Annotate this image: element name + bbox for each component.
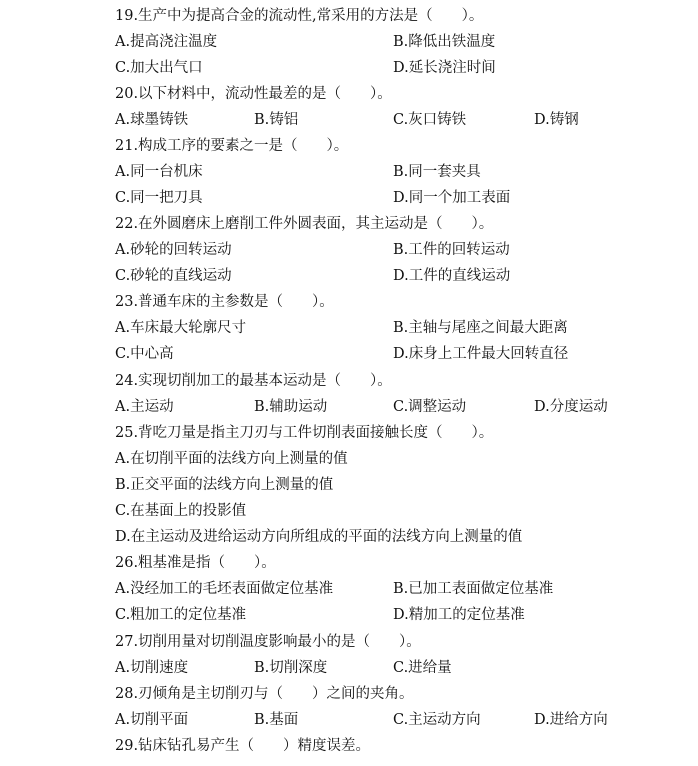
question-text: 27.切削用量对切削温度影响最小的是（ ）。 xyxy=(115,634,421,650)
option-d: D.工件的直线运动 xyxy=(393,268,511,284)
option-c: C.砂轮的直线运动 xyxy=(115,268,232,284)
option-a: A.在切削平面的法线方向上测量的值 xyxy=(115,451,348,467)
question-text: 28.刃倾角是主切削刃与（ ）之间的夹角。 xyxy=(115,686,414,702)
options-row xyxy=(0,524,698,550)
option-b: B.铸铝 xyxy=(254,112,299,128)
option-c: C.主运动方向 xyxy=(393,712,481,728)
options-row xyxy=(0,263,698,289)
options-row xyxy=(0,655,698,681)
question-text: 29.钻床钻孔易产生（ ）精度误差。 xyxy=(115,738,371,754)
options-row xyxy=(0,185,698,211)
option-c: C.进给量 xyxy=(393,660,452,676)
option-b: B.主轴与尾座之间最大距离 xyxy=(393,320,568,336)
option-d: D.延长浇注时间 xyxy=(393,60,496,76)
options-row xyxy=(0,446,698,472)
option-b: B.正交平面的法线方向上测量的值 xyxy=(115,477,334,493)
question-text: 20.以下材料中，流动性最差的是（ ）。 xyxy=(115,86,392,102)
options-row xyxy=(0,394,698,420)
option-b: B.切削深度 xyxy=(254,660,328,676)
options-row xyxy=(0,576,698,602)
option-a: A.主运动 xyxy=(115,399,174,415)
option-c: C.中心高 xyxy=(115,346,174,362)
option-c: C.灰口铸铁 xyxy=(393,112,467,128)
option-a: A.砂轮的回转运动 xyxy=(115,242,232,258)
option-d: D.铸钢 xyxy=(534,112,579,128)
option-a: A.切削平面 xyxy=(115,712,189,728)
question-text: 22.在外圆磨床上磨削工件外圆表面，其主运动是（ ）。 xyxy=(115,216,494,232)
option-d: D.分度运动 xyxy=(534,399,608,415)
options-row xyxy=(0,315,698,341)
option-c: C.在基面上的投影值 xyxy=(115,503,247,519)
option-c: C.调整运动 xyxy=(393,399,467,415)
options-row xyxy=(0,341,698,367)
question-text: 25.背吃刀量是指主刀刃与工件切削表面接触长度（ ）。 xyxy=(115,425,494,441)
option-b: B.工件的回转运动 xyxy=(393,242,510,258)
question-22 xyxy=(0,211,698,237)
options-row xyxy=(0,237,698,263)
option-b: B.基面 xyxy=(254,712,299,728)
question-text: 26.粗基准是指（ ）。 xyxy=(115,555,276,571)
question-27 xyxy=(0,629,698,655)
option-c: C.加大出气口 xyxy=(115,60,203,76)
option-d: D.进给方向 xyxy=(534,712,608,728)
option-d: D.同一个加工表面 xyxy=(393,190,511,206)
option-d: D.床身上工件最大回转直径 xyxy=(393,346,569,362)
question-28 xyxy=(0,681,698,707)
option-b: B.辅助运动 xyxy=(254,399,328,415)
question-text: 19.生产中为提高合金的流动性,常采用的方法是（ ）。 xyxy=(115,8,484,24)
question-29 xyxy=(0,733,698,759)
options-row xyxy=(0,707,698,733)
question-20 xyxy=(0,81,698,107)
question-24 xyxy=(0,368,698,394)
options-row xyxy=(0,107,698,133)
question-26 xyxy=(0,550,698,576)
question-23 xyxy=(0,289,698,315)
option-a: A.球墨铸铁 xyxy=(115,112,189,128)
options-row xyxy=(0,498,698,524)
options-row xyxy=(0,55,698,81)
options-row xyxy=(0,602,698,628)
option-b: B.已加工表面做定位基准 xyxy=(393,581,554,597)
option-a: A.车床最大轮廓尺寸 xyxy=(115,320,247,336)
question-text: 21.构成工序的要素之一是（ ）。 xyxy=(115,138,349,154)
option-c: C.同一把刀具 xyxy=(115,190,203,206)
option-a: A.提高浇注温度 xyxy=(115,34,218,50)
option-a: A.没经加工的毛坯表面做定位基准 xyxy=(115,581,334,597)
option-a: A.切削速度 xyxy=(115,660,189,676)
option-d: D.在主运动及进给运动方向所组成的平面的法线方向上测量的值 xyxy=(115,529,523,545)
option-b: B.同一套夹具 xyxy=(393,164,481,180)
option-a: A.同一台机床 xyxy=(115,164,203,180)
option-c: C.粗加工的定位基准 xyxy=(115,607,247,623)
option-d: D.精加工的定位基准 xyxy=(393,607,525,623)
question-25 xyxy=(0,420,698,446)
options-row xyxy=(0,29,698,55)
question-19 xyxy=(0,3,698,29)
question-text: 23.普通车床的主参数是（ ）。 xyxy=(115,294,334,310)
options-row xyxy=(0,159,698,185)
options-row xyxy=(0,472,698,498)
question-21 xyxy=(0,133,698,159)
question-text: 24.实现切削加工的最基本运动是（ ）。 xyxy=(115,373,392,389)
option-b: B.降低出铁温度 xyxy=(393,34,496,50)
